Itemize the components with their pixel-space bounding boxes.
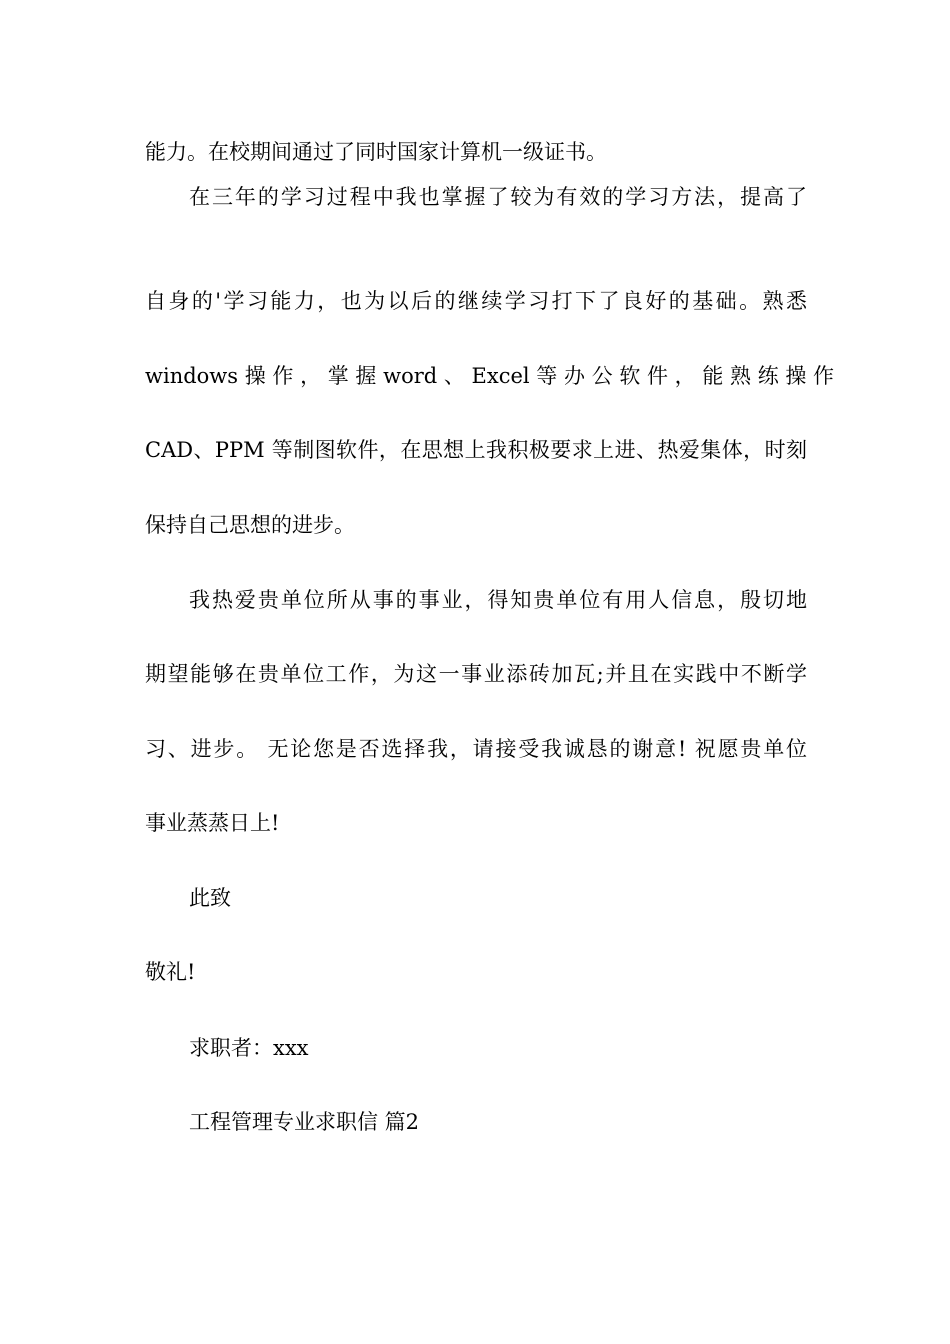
body-text-line: 习、进步。 无论您是否选择我，请接受我诚恳的谢意! 祝愿贵单位 — [145, 737, 807, 761]
section-heading: 工程管理专业求职信 篇2 — [189, 1110, 420, 1134]
paragraph-study-first-line: 在三年的学习过程中我也掌握了较为有效的学习方法，提高了 — [189, 185, 807, 209]
body-text-line: 保持自己思想的进步。 — [145, 513, 355, 537]
body-text-line: 自身的'学习能力，也为以后的继续学习打下了良好的基础。熟悉 — [145, 289, 807, 313]
body-text-line: 能力。在校期间通过了同时国家计算机一级证书。 — [145, 140, 607, 164]
body-text-line: 期望能够在贵单位工作，为这一事业添砖加瓦;并且在实践中不断学 — [145, 662, 807, 686]
body-text-line: 事业蒸蒸日上! — [145, 811, 280, 835]
paragraph-passion-first-line: 我热爱贵单位所从事的事业，得知贵单位有用人信息，殷切地 — [189, 588, 807, 612]
closing-regards: 敬礼! — [145, 960, 196, 984]
closing-salutation: 此致 — [189, 886, 231, 910]
body-text-line: windows 操 作 ， 掌 握 word 、 Excel 等 办 公 软 件 ， 能 熟 练 操 作 — [145, 364, 835, 388]
signature-line: 求职者：xxx — [189, 1036, 309, 1060]
body-text-line: CAD、PPM 等制图软件，在思想上我积极要求上进、热爱集体，时刻 — [145, 438, 807, 462]
